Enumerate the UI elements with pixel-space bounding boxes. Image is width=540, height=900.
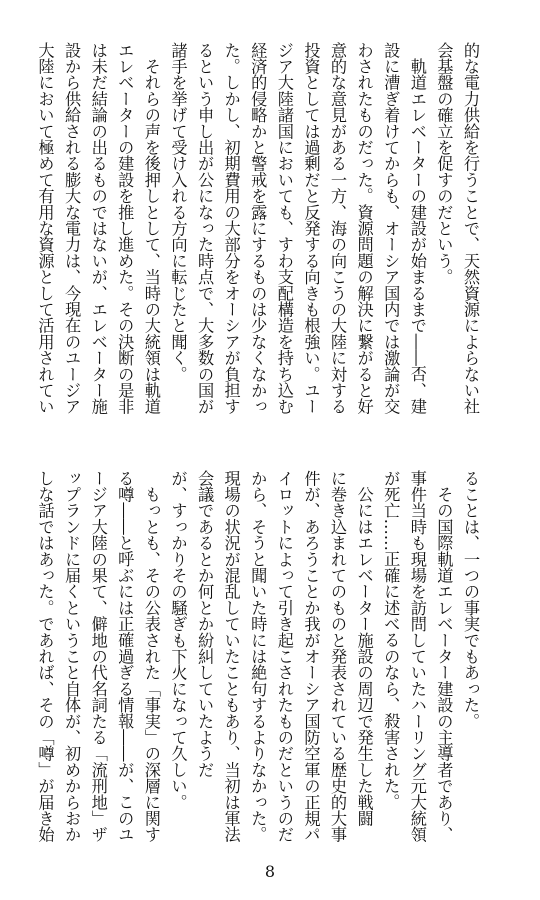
text-line: 投資としては過剰だと反発する向きも根強い。ユー (301, 42, 321, 415)
text-line: イロットによって引き起こされたものだというのだ (274, 470, 294, 843)
text-line: が、すっかりその騒ぎも下火になって久しい。 (168, 470, 188, 811)
text-line: 的な電力供給を行うことで、天然資源によらない社 (461, 42, 480, 415)
text-line: 経済的侵略かと警戒を露にするものは少なくなかっ (248, 42, 268, 415)
page-number: 8 (264, 862, 276, 881)
text-line: わされたものだった。資源問題の解決に繋がると好 (354, 42, 374, 415)
text-line: に巻き込まれてのものと発表されている歴史的大事 (328, 470, 348, 843)
text-line: 設に漕ぎ着けてからも、オーシア国内では激論が交 (381, 42, 401, 415)
text-line: が死亡……正確に述べるのなら、殺害された。 (381, 470, 401, 811)
text-line: 公にはエレベーター施設の周辺で発生した戦闘 (354, 470, 374, 827)
text-line: ることは、一つの事実でもあった。 (461, 470, 480, 730)
text-line: 会基盤の確立を促すのだという。 (434, 42, 454, 285)
text-line: もっとも、その公表された「事実」の深層に関す (141, 470, 161, 843)
text-line: ップランドに届くということ自体が、初めからおか (62, 470, 82, 843)
text-line: 事件当時も現場を訪問していたハーリング元大統領 (407, 470, 427, 843)
text-line: ージア大陸の果て、僻地の代名詞たる「流刑地」ザ (88, 470, 108, 843)
text-line: るという申し出が公になった時点で、大多数の国が (195, 42, 215, 415)
text-line: その国際軌道エレベーター建設の主導者であり、 (434, 470, 454, 843)
text-line: 設から供給される膨大な電力は、今現在のユージア (62, 42, 82, 415)
text-line: た。しかし、初期費用の大部分をオーシアが負担す (221, 42, 241, 415)
text-line: 現場の状況が混乱していたこともあり、当初は軍法 (221, 470, 241, 843)
text-line: る噂――と呼ぶには正確過ぎる情報――が、このユ (115, 470, 135, 843)
text-line: から、そうと聞いた時には絶句するよりなかった。 (248, 470, 268, 843)
text-line: ジア大陸諸国においても、すわ支配構造を持ち込む (274, 42, 294, 415)
upper-text-block (35, 42, 483, 415)
text-line: 意的な意見がある一方、海の向こうの大陸に対する (328, 42, 348, 415)
text-line: は未だ結論の出るものではないが、エレベーター施 (88, 42, 108, 415)
text-line: しな話ではあった。であれば、その「噂」が届き始 (35, 470, 55, 843)
text-line: 諸手を挙げて受け入れる方向に転じたと聞く。 (168, 42, 188, 383)
text-line: 大陸において極めて有用な資源として活用されてい (35, 42, 55, 415)
text-line: 件が、あろうことか我がオーシア国防空軍の正規パ (301, 470, 321, 843)
text-line: それらの声を後押しとして、当時の大統領は軌道 (141, 42, 161, 415)
lower-text-block (35, 470, 483, 843)
text-line: 会議であるとか何とか紛糾していたようだ (195, 470, 215, 778)
text-line: エレベーターの建設を推し進めた。その決断の是非 (115, 42, 135, 415)
text-line: 軌道エレベーターの建設が始まるまで――否、建 (407, 42, 427, 415)
